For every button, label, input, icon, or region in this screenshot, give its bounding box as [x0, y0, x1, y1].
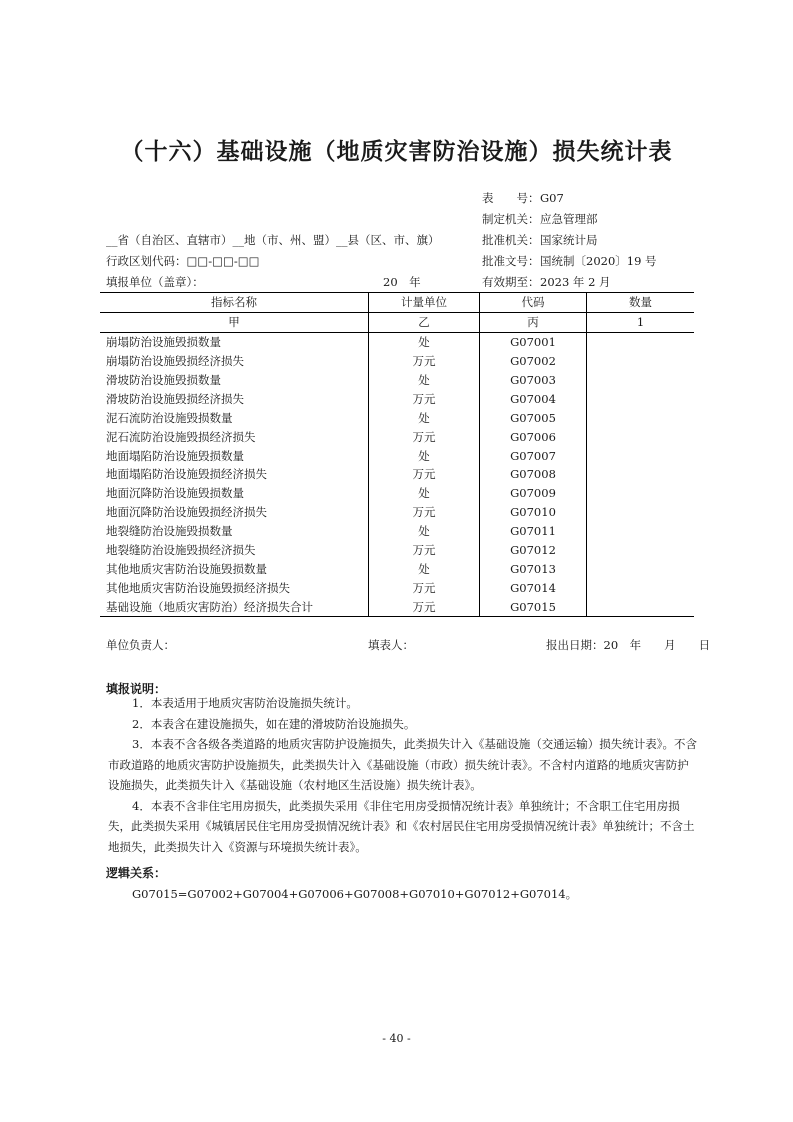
- form-number-value: G07: [540, 191, 564, 205]
- row-quantity[interactable]: [587, 371, 695, 390]
- filler-unit: 填报单位（盖章）：: [106, 275, 204, 289]
- issuing-authority-value: 应急管理部: [540, 212, 598, 226]
- row-quantity[interactable]: [587, 484, 695, 503]
- table-row-total: [100, 597, 694, 616]
- issuing-authority-key: 制定机关：: [482, 212, 540, 226]
- table-row: [100, 427, 694, 446]
- page-number: - 40 -: [382, 1032, 411, 1045]
- row-code: G07007: [480, 446, 587, 465]
- row-code: G07005: [480, 408, 587, 427]
- row-quantity[interactable]: [587, 427, 695, 446]
- row-name: 地裂缝防治设施毁损数量: [106, 524, 233, 539]
- table-row: [100, 522, 694, 541]
- unit-head-label: 单位负责人：: [106, 638, 175, 652]
- issuing-authority: [482, 211, 598, 227]
- row-unit: 处: [369, 371, 480, 390]
- approval-number-value: 国统制〔2020〕19 号: [540, 254, 657, 268]
- page-title: （十六）基础设施（地质灾害防治设施）损失统计表: [120, 139, 673, 165]
- logic-formula: G07015=G07002+G07004+G07006+G07008+G07010+G07012+G07014。: [132, 887, 578, 901]
- row-name: 地裂缝防治设施毁损经济损失: [106, 543, 256, 558]
- row-quantity[interactable]: [587, 446, 695, 465]
- table-row: [100, 541, 694, 560]
- report-date-label: 报出日期：20 年 月 日: [546, 638, 711, 652]
- header-unit: 计量单位: [369, 293, 480, 313]
- row-name: 地面塌陷防治设施毁损数量: [106, 448, 244, 463]
- region-line: __省（自治区、直辖市）__地（市、州、盟）__县（区、市、旗）: [106, 233, 440, 247]
- table-row: [100, 465, 694, 484]
- row-name: 泥石流防治设施毁损经济损失: [106, 429, 256, 444]
- row-unit: 处: [369, 484, 480, 503]
- row-quantity[interactable]: [587, 408, 695, 427]
- notes-list: [108, 693, 698, 857]
- row-unit: 万元: [369, 427, 480, 446]
- note-item: 3．本表不含各级各类道路的地质灾害防护设施损失，此类损失计入《基础设施（交通运输）损失统计表》。不含市政道路的地质灾害防护设施损失，此类损失计入《基础设施（市政）损失统计表》。不含村内道路的地质灾害防护设施损失，此类损失计入《基础设施（农村地区生活设施）损失统计表》。: [108, 737, 698, 792]
- row-code: G07001: [480, 332, 587, 351]
- form-number: [482, 190, 564, 206]
- note-item: 2．本表含在建设施损失，如在建的滑坡防治设施损失。: [132, 716, 416, 731]
- form-number-key: 表 号：: [482, 191, 540, 205]
- subheader-jia: 甲: [100, 312, 369, 332]
- row-code: G07012: [480, 541, 587, 560]
- table-row: [100, 578, 694, 597]
- row-code: G07013: [480, 559, 587, 578]
- header-code: 代码: [480, 293, 587, 313]
- row-code: G07006: [480, 427, 587, 446]
- row-name: 地面沉降防治设施毁损经济损失: [106, 505, 267, 520]
- row-quantity[interactable]: [587, 352, 695, 371]
- approval-authority: [482, 232, 598, 248]
- approval-authority-value: 国家统计局: [540, 233, 598, 247]
- table-row: [100, 389, 694, 408]
- valid-until-value: 2023 年 2 月: [540, 275, 611, 289]
- valid-until-key: 有效期至：: [482, 275, 540, 289]
- row-name: 基础设施（地质灾害防治）经济损失合计: [106, 599, 313, 614]
- row-code: G07003: [480, 371, 587, 390]
- row-name: 地面沉降防治设施毁损数量: [106, 486, 244, 501]
- row-code: G07008: [480, 465, 587, 484]
- row-unit: 处: [369, 559, 480, 578]
- row-unit: 万元: [369, 541, 480, 560]
- subheader-bing: 丙: [480, 312, 587, 332]
- row-unit: 处: [369, 522, 480, 541]
- row-code: G07015: [480, 597, 587, 616]
- row-name: 地面塌陷防治设施毁损经济损失: [106, 467, 267, 482]
- row-name: 崩塌防治设施毁损数量: [106, 335, 221, 350]
- approval-number-key: 批准文号：: [482, 254, 540, 268]
- header-quantity: 数量: [587, 293, 695, 313]
- row-code: G07002: [480, 352, 587, 371]
- table-row: [100, 352, 694, 371]
- filler-label: 填表人：: [368, 638, 414, 652]
- row-unit: 万元: [369, 352, 480, 371]
- row-name: 泥石流防治设施毁损数量: [106, 410, 233, 425]
- loss-table: [100, 292, 694, 617]
- row-name: 滑坡防治设施毁损经济损失: [106, 391, 244, 406]
- row-unit: 万元: [369, 389, 480, 408]
- note-item: 4．本表不含非住宅用房损失，此类损失采用《非住宅用房受损情况统计表》单独统计；不含职工住宅用房损失，此类损失采用《城镇居民住宅用房受损情况统计表》和《农村居民住宅用房受损情况统计表》单独统计；不含土地损失，此类损失计入《资源与环境损失统计表》。: [108, 798, 695, 854]
- subheader-yi: 乙: [369, 312, 480, 332]
- table-row: [100, 559, 694, 578]
- notes-title: 填报说明：: [106, 682, 167, 696]
- year-label: 20 年: [383, 275, 421, 289]
- approval-number: [482, 253, 657, 269]
- row-quantity[interactable]: [587, 578, 695, 597]
- row-quantity[interactable]: [587, 541, 695, 560]
- table-row: [100, 408, 694, 427]
- row-quantity[interactable]: [587, 332, 695, 351]
- approval-authority-key: 批准机关：: [482, 233, 540, 247]
- valid-until: [482, 274, 611, 290]
- row-quantity[interactable]: [587, 389, 695, 408]
- row-quantity[interactable]: [587, 559, 695, 578]
- row-unit: 万元: [369, 465, 480, 484]
- row-code: G07014: [480, 578, 587, 597]
- row-code: G07009: [480, 484, 587, 503]
- note-item: 1．本表适用于地质灾害防治设施损失统计。: [132, 696, 358, 710]
- row-unit: 处: [369, 332, 480, 351]
- row-name: 其他地质灾害防治设施毁损数量: [106, 561, 267, 576]
- row-quantity[interactable]: [587, 597, 695, 616]
- row-unit: 万元: [369, 597, 480, 616]
- logic-title: 逻辑关系：: [106, 866, 167, 880]
- row-code: G07010: [480, 503, 587, 522]
- row-unit: 处: [369, 408, 480, 427]
- table-row: [100, 446, 694, 465]
- row-code: G07004: [480, 389, 587, 408]
- subheader-1: 1: [587, 312, 695, 332]
- row-name: 崩塌防治设施毁损经济损失: [106, 354, 244, 369]
- table-row: [100, 484, 694, 503]
- table-row: [100, 503, 694, 522]
- table-subheader-row: [100, 312, 694, 332]
- admin-code: 行政区划代码：□□-□□-□□: [106, 254, 260, 268]
- row-code: G07011: [480, 522, 587, 541]
- row-name: 滑坡防治设施毁损数量: [106, 373, 221, 387]
- row-unit: 处: [369, 446, 480, 465]
- table-row: [100, 371, 694, 390]
- row-unit: 万元: [369, 578, 480, 597]
- table-row: [100, 332, 694, 351]
- row-quantity[interactable]: [587, 465, 695, 484]
- table-header-row: [100, 293, 694, 313]
- row-unit: 万元: [369, 503, 480, 522]
- row-quantity[interactable]: [587, 522, 695, 541]
- header-indicator: 指标名称: [100, 293, 369, 313]
- row-quantity[interactable]: [587, 503, 695, 522]
- row-name: 其他地质灾害防治设施毁损经济损失: [106, 580, 290, 595]
